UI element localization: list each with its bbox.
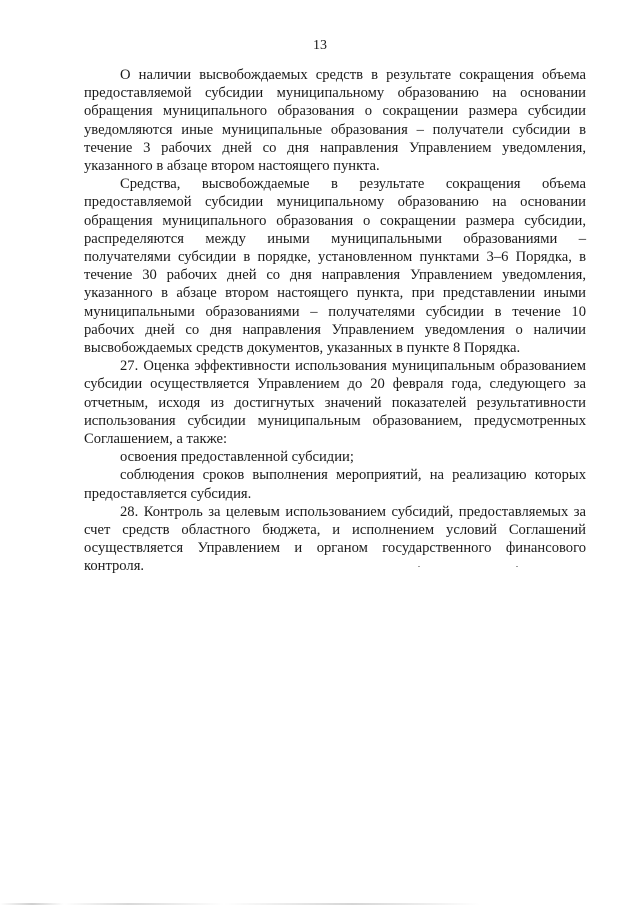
page-number: 13 [313,38,327,53]
scan-speck [516,566,518,567]
scan-speck [418,566,420,567]
paragraph-freed-funds-notice: О наличии высвобождаемых средств в результате сокращения объема предоставляемой субсидии муниципальному образованию на основании обращения муниципального образования о сокращении размера субсидии уведомляются иные муниципальные образования – получатели субсидии в течение 3 рабочих дней со дня направления Управлением уведомления, указанного в абзаце втором настоящего пункта. [84,67,586,175]
document-body [84,66,586,576]
paragraph-criterion-deadlines: соблюдения сроков выполнения мероприятий, на реализацию которых предоставляется субсидия. [84,467,586,502]
paragraph-item-27-efficiency-assessment: 27. Оценка эффективности использования муниципальным образованием субсидии осуществляется Управлением до 20 февраля года, следующего за отчетным, исходя из достигнутых значений показателей результативности использования субсидии муниципальным образованием, предусмотренных Соглашением, а также: [84,358,586,448]
paragraph-freed-funds-distribution: Средства, высвобождаемые в результате сокращения объема предоставляемой субсидии муниципальному образованию на основании обращения муниципального образования о сокращении размера субсидии, распределяются между иными муниципальными образованиями – получателями субсидии в порядке, установленном пунктами 3–6 Порядка, в течение 30 рабочих дней со дня направления Управлением уведомления, указанного в абзаце втором настоящего пункта, при представлении иными муниципальными образованиями – получателями субсидии в течение 10 рабочих дней со дня направления Управлением уведомления о наличии высвобождаемых средств документов, указанных в пункте 8 Порядка. [84,176,586,357]
paragraph-item-28-control: 28. Контроль за целевым использованием субсидий, предоставляемых за счет средств областного бюджета, и исполнением условий Соглашений осуществляется Управлением и органом государственного финансового контроля. [84,503,586,575]
paragraph-criterion-subsidy-use: освоения предоставленной субсидии; [120,449,354,466]
